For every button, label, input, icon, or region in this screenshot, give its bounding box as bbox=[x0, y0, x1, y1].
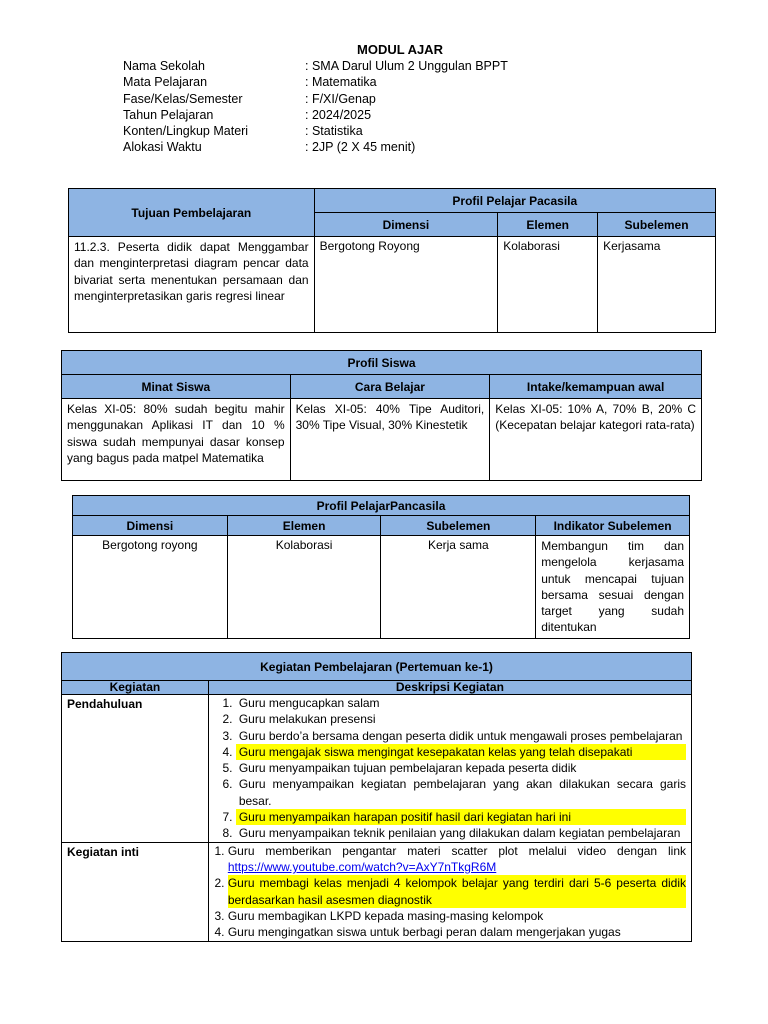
header-intake: Intake/kemampuan awal bbox=[490, 375, 702, 399]
header-profil-pancasila: Profil PelajarPancasila bbox=[73, 496, 690, 516]
info-row bbox=[123, 91, 508, 107]
info-row bbox=[123, 139, 508, 155]
inti-list bbox=[214, 843, 686, 941]
list-item-highlighted bbox=[236, 809, 686, 825]
item-text: Guru mengucapkan salam bbox=[238, 696, 380, 710]
list-item bbox=[236, 711, 686, 727]
item-text: Guru memberikan pengantar materi scatter plot melalui video dengan link bbox=[227, 843, 686, 858]
intake-cell: Kelas XI-05: 10% A, 70% B, 20% C (Kecepatan belajar kategori rata-rata) bbox=[490, 399, 702, 481]
item-text: Guru melakukan presensi bbox=[238, 712, 376, 727]
video-link[interactable]: https://www.youtube.com/watch?v=AxY7nTkgR6M bbox=[227, 859, 497, 874]
header-subelemen: Subelemen bbox=[598, 213, 716, 237]
item-text: Guru membagi kelas menjadi 4 kelompok belajar yang terdiri dari 5-6 peserta didik berdasarkan hasil asesmen diagnostik bbox=[227, 876, 686, 907]
header-profil-siswa: Profil Siswa bbox=[62, 351, 702, 375]
tujuan-cell: 11.2.3. Peserta didik dapat Menggambar dan menginterpretasi diagram pencar data bivariat serta menentukan persamaan dan menginterpretasikan garis regresi linear bbox=[69, 237, 315, 333]
learning-objective-table bbox=[68, 188, 716, 333]
info-value: : 2024/2025 bbox=[305, 107, 372, 122]
subelemen-cell: Kerjasama bbox=[598, 237, 716, 333]
header-elemen: Elemen bbox=[227, 516, 381, 536]
inti-clip bbox=[214, 843, 686, 941]
list-item bbox=[228, 908, 686, 924]
dimensi-cell: Bergotong royong bbox=[73, 536, 228, 639]
info-label: Tahun Pelajaran bbox=[123, 107, 214, 122]
item-text: Guru menyampaikan tujuan pembelajaran kepada peserta didik bbox=[238, 761, 577, 776]
header-kegiatan-pembelajaran: Kegiatan Pembelajaran (Pertemuan ke-1) bbox=[62, 653, 692, 681]
pendahuluan-cell bbox=[208, 695, 691, 843]
header-tujuan: Tujuan Pembelajaran bbox=[69, 189, 315, 237]
info-value: : 2JP (2 X 45 menit) bbox=[305, 140, 416, 155]
header-subelemen: Subelemen bbox=[381, 516, 536, 536]
inti-label: Kegiatan inti bbox=[62, 842, 209, 941]
item-text: Guru mengajak siswa mengingat kesepakatan kelas yang telah disepakati bbox=[238, 744, 633, 759]
item-text: Guru berdo’a bersama dengan peserta didik untuk mengawali proses pembelajaran bbox=[238, 728, 683, 743]
list-item bbox=[228, 924, 686, 940]
inti-cell bbox=[208, 842, 691, 941]
item-text: Guru menyampaikan harapan positif hasil dari kegiatan hari ini bbox=[238, 810, 571, 825]
header-minat: Minat Siswa bbox=[62, 375, 291, 399]
header-dimensi: Dimensi bbox=[314, 213, 498, 237]
list-item bbox=[236, 825, 686, 841]
item-text: Guru mengingatkan siswa untuk berbagi peran dalam mengerjakan yugas bbox=[227, 925, 621, 940]
info-value: : SMA Darul Ulum 2 Unggulan BPPT bbox=[305, 59, 508, 73]
activities-table bbox=[61, 652, 692, 942]
pendahuluan-list bbox=[214, 695, 686, 842]
info-label: Fase/Kelas/Semester bbox=[123, 91, 243, 106]
indikator-cell: Membangun tim dan mengelola kerjasama untuk mencapai tujuan bersama sesuai dengan target yang sudah ditentukan bbox=[536, 536, 690, 639]
item-text: Guru membagikan LKPD kepada masing-masing kelompok bbox=[227, 908, 544, 923]
pendahuluan-label: Pendahuluan bbox=[62, 695, 209, 843]
item-text: Guru menyampaikan kegiatan pembelajaran yang akan dilakukan secara garis besar. bbox=[238, 777, 686, 808]
header-indikator: Indikator Subelemen bbox=[536, 516, 690, 536]
list-item bbox=[236, 728, 686, 744]
list-item bbox=[236, 695, 686, 711]
info-row bbox=[123, 107, 508, 123]
info-label: Mata Pelajaran bbox=[123, 75, 208, 90]
info-row bbox=[123, 74, 508, 90]
dimensi-cell: Bergotong Royong bbox=[314, 237, 498, 333]
info-label: Konten/Lingkup Materi bbox=[123, 124, 249, 139]
document-title: MODUL AJAR bbox=[357, 42, 443, 57]
elemen-cell: Kolaborasi bbox=[498, 237, 598, 333]
header-cara: Cara Belajar bbox=[290, 375, 490, 399]
cara-cell: Kelas XI-05: 40% Tipe Auditori, 30% Tipe Visual, 30% Kinestetik bbox=[290, 399, 490, 481]
info-label: Alokasi Waktu bbox=[123, 140, 202, 155]
info-label: Nama Sekolah bbox=[123, 59, 205, 73]
info-value: : F/XI/Genap bbox=[305, 91, 376, 106]
header-deskripsi: Deskripsi Kegiatan bbox=[208, 681, 691, 695]
info-value: : Statistika bbox=[305, 124, 363, 139]
info-row bbox=[123, 123, 508, 139]
header-elemen: Elemen bbox=[498, 213, 598, 237]
info-row bbox=[123, 58, 508, 74]
list-item-highlighted bbox=[228, 875, 686, 908]
subelemen-cell: Kerja sama bbox=[381, 536, 536, 639]
pancasila-profile-table bbox=[72, 495, 690, 639]
header-profil: Profil Pelajar Pacasila bbox=[314, 189, 715, 213]
info-value: : Matematika bbox=[305, 75, 377, 90]
list-item bbox=[236, 776, 686, 809]
list-item bbox=[236, 760, 686, 776]
header-dimensi: Dimensi bbox=[73, 516, 228, 536]
list-item-highlighted bbox=[236, 744, 686, 760]
minat-cell: Kelas XI-05: 80% sudah begitu mahir menggunakan Aplikasi IT dan 10 % siswa sudah mempunyai dasar konsep yang bagus pada matpel Matematika bbox=[62, 399, 291, 481]
header-kegiatan: Kegiatan bbox=[62, 681, 209, 695]
identity-block bbox=[123, 58, 508, 156]
student-profile-table bbox=[61, 350, 702, 481]
list-item bbox=[228, 843, 686, 876]
elemen-cell: Kolaborasi bbox=[227, 536, 381, 639]
item-text: Guru menyampaikan teknik penilaian yang dilakukan dalam kegiatan pembelajaran bbox=[238, 826, 681, 841]
